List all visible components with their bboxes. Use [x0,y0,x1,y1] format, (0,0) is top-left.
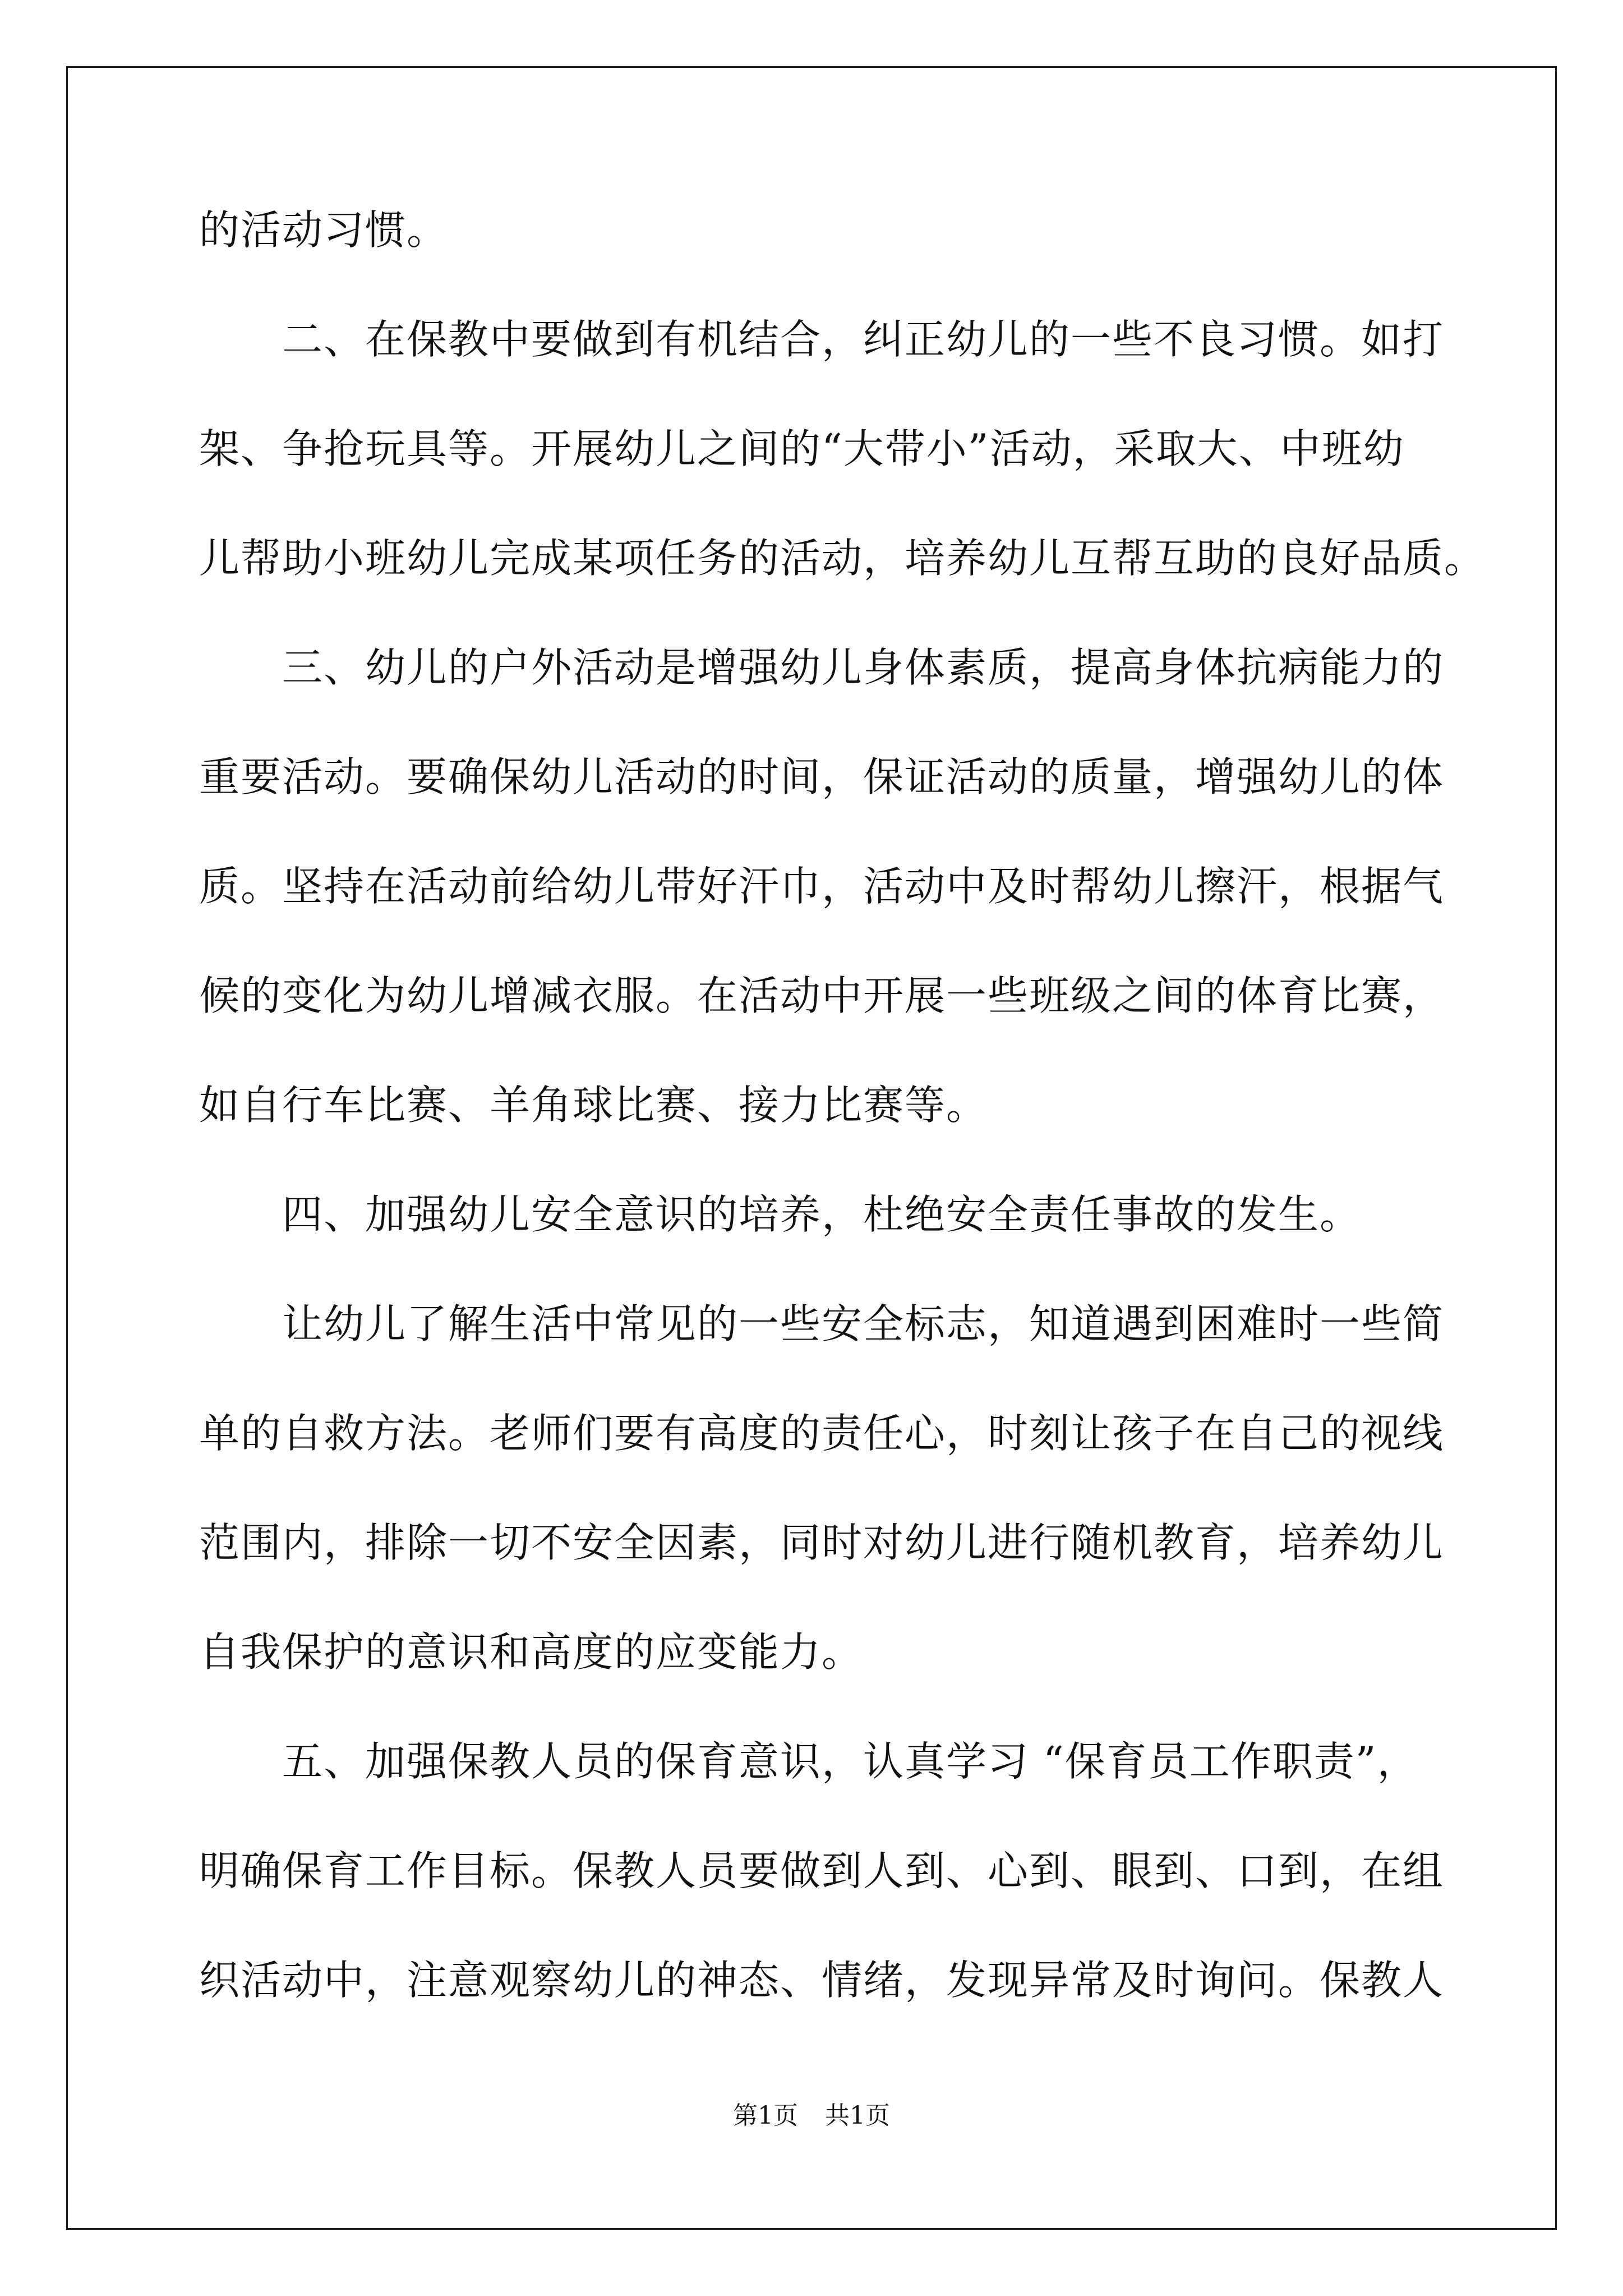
text-line: 儿帮助小班幼儿完成某项任务的活动，培养幼儿互帮互助的良好品质。 [199,535,1486,582]
document-body [199,203,1486,2063]
total-pages: 共1页 [825,2101,890,2130]
text-line: 四、加强幼儿安全意识的培养，杜绝安全责任事故的发生。 [199,1191,1362,1238]
text-line: 让幼儿了解生活中常见的一些安全标志，知道遇到困难时一些简 [199,1300,1445,1347]
text-line: 候的变化为幼儿增减衣服。在活动中开展一些班级之间的体育比赛， [199,972,1445,1019]
text-line: 重要活动。要确保幼儿活动的时间，保证活动的质量，增强幼儿的体 [199,753,1445,800]
text-line: 单的自救方法。老师们要有高度的责任心，时刻让孩子在自己的视线 [199,1410,1445,1457]
page-number: 第1页 [733,2101,798,2130]
text-line: 二、在保教中要做到有机结合，纠正幼儿的一些不良习惯。如打 [199,316,1445,363]
text-line: 自我保护的意识和高度的应变能力。 [199,1628,864,1676]
text-line: 质。坚持在活动前给幼儿带好汗巾，活动中及时帮幼儿擦汗，根据气 [199,863,1445,910]
text-line: 如自行车比赛、羊角球比赛、接力比赛等。 [199,1082,988,1129]
text-line: 三、幼儿的户外活动是增强幼儿身体素质，提高身体抗病能力的 [199,644,1445,691]
page-footer [0,2095,1623,2131]
text-line: 的活动习惯。 [199,206,449,254]
text-line: 明确保育工作目标。保教人员要做到人到、心到、眼到、口到，在组 [199,1847,1445,1894]
text-line: 架、争抢玩具等。开展幼儿之间的“大带小”活动，采取大、中班幼 [199,425,1405,472]
text-line: 织活动中，注意观察幼儿的神态、情绪，发现异常及时询问。保教人 [199,1957,1445,2004]
text-line: 五、加强保教人员的保育意识，认真学习 “保育员工作职责”， [199,1738,1419,1785]
text-line: 范围内，排除一切不安全因素，同时对幼儿进行随机教育，培养幼儿 [199,1519,1445,1566]
